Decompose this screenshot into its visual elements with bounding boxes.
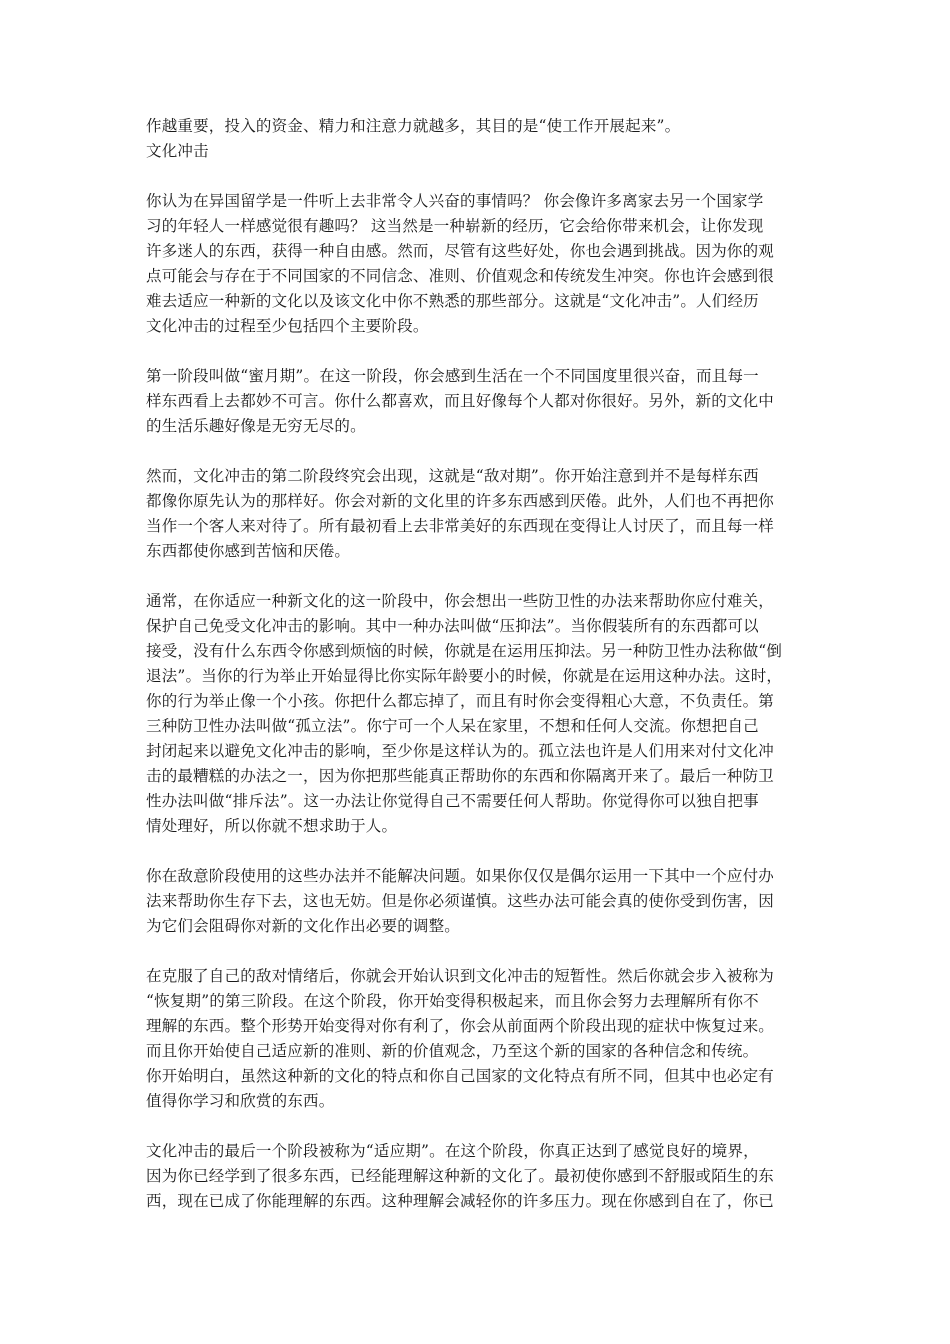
text-line: 点可能会与存在于不同国家的不同信念、准则、价值观念和传统发生冲突。你也许会感到很 — [146, 267, 775, 285]
text-line: 你的行为举止像一个小孩。你把什么都忘掉了，而且有时你会变得粗心大意，不负责任。第 — [146, 692, 775, 710]
text-line: 你在敌意阶段使用的这些办法并不能解决问题。如果你仅仅是偶尔运用一下其中一个应付办 — [146, 867, 775, 885]
paragraph — [146, 189, 810, 339]
text-line: 法来帮助你生存下去，这也无妨。但是你必须谨慎。这些办法可能会真的使你受到伤害，因 — [146, 892, 775, 910]
text-line: 而且你开始使自己适应新的准则、新的价值观念，乃至这个新的国家的各种信念和传统。 — [146, 1042, 759, 1060]
text-line: 许多迷人的东西，获得一种自由感。然而，尽管有这些好处，你也会遇到挑战。因为你的观 — [146, 242, 775, 260]
paragraph — [146, 364, 810, 439]
text-line: 习的年轻人一样感觉很有趣吗？ 这当然是一种崭新的经历，它会给你带来机会，让你发现 — [146, 217, 764, 235]
document-body — [146, 114, 810, 1239]
lead-line: 作越重要，投入的资金、精力和注意力就越多，其目的是“使工作开展起来”。 — [146, 117, 681, 135]
text-line: 在克服了自己的敌对情绪后，你就会开始认识到文化冲击的短暂性。然后你就会步入被称为 — [146, 967, 775, 985]
text-line: 退法”。当你的行为举止开始显得比你实际年龄要小的时候，你就是在运用这种办法。这时， — [146, 667, 783, 685]
text-line: 样东西看上去都妙不可言。你什么都喜欢，而且好像每个人都对你很好。另外，新的文化中 — [146, 392, 775, 410]
text-line: 为它们会阻碍你对新的文化作出必要的调整。 — [146, 917, 461, 935]
text-line: 的生活乐趣好像是无穷无尽的。 — [146, 417, 366, 435]
paragraph — [146, 1139, 810, 1214]
paragraph — [146, 589, 810, 839]
text-line: 文化冲击的最后一个阶段被称为“适应期”。在这个阶段，你真正达到了感觉良好的境界， — [146, 1142, 759, 1160]
text-line: 性办法叫做“排斥法”。这一办法让你觉得自己不需要任何人帮助。你觉得你可以独自把事 — [146, 792, 759, 810]
text-line: “恢复期”的第三阶段。在这个阶段，你开始变得积极起来，而且你会努力去理解所有你不 — [146, 992, 759, 1010]
text-line: 接受，没有什么东西令你感到烦恼的时候，你就是在运用压抑法。另一种防卫性办法称做“倒 — [146, 642, 783, 660]
text-line: 第一阶段叫做“蜜月期”。在这一阶段，你会感到生活在一个不同国度里很兴奋，而且每一 — [146, 367, 759, 385]
text-line: 击的最糟糕的办法之一，因为你把那些能真正帮助你的东西和你隔离开来了。最后一种防卫 — [146, 767, 775, 785]
text-line: 三种防卫性办法叫做“孤立法”。你宁可一个人呆在家里，不想和任何人交流。你想把自己 — [146, 717, 759, 735]
text-line: 你开始明白，虽然这种新的文化的特点和你自己国家的文化特点有所不同，但其中也必定有 — [146, 1067, 775, 1085]
text-line: 因为你已经学到了很多东西，已经能理解这种新的文化了。最初使你感到不舒服或陌生的东 — [146, 1167, 775, 1185]
text-line: 难去适应一种新的文化以及该文化中你不熟悉的那些部分。这就是“文化冲击”。人们经历 — [146, 292, 759, 310]
text-line: 文化冲击的过程至少包括四个主要阶段。 — [146, 317, 429, 335]
text-line: 理解的东西。整个形势开始变得对你有利了，你会从前面两个阶段出现的症状中恢复过来。 — [146, 1017, 775, 1035]
paragraph-list — [146, 189, 810, 1214]
text-line: 都像你原先认为的那样好。你会对新的文化里的许多东西感到厌倦。此外，人们也不再把你 — [146, 492, 775, 510]
text-line: 通常，在你适应一种新文化的这一阶段中，你会想出一些防卫性的办法来帮助你应付难关， — [146, 592, 775, 610]
text-line: 当作一个客人来对待了。所有最初看上去非常美好的东西现在变得让人讨厌了，而且每一样 — [146, 517, 775, 535]
paragraph — [146, 464, 810, 564]
text-line: 东西都使你感到苦恼和厌倦。 — [146, 542, 351, 560]
text-line: 值得你学习和欣赏的东西。 — [146, 1092, 335, 1110]
text-line: 你认为在异国留学是一件听上去非常令人兴奋的事情吗？ 你会像许多离家去另一个国家学 — [146, 192, 764, 210]
text-line: 然而，文化冲击的第二阶段终究会出现，这就是“敌对期”。你开始注意到并不是每样东西 — [146, 467, 759, 485]
text-line: 保护自己免受文化冲击的影响。其中一种办法叫做“压抑法”。当你假装所有的东西都可以 — [146, 617, 759, 635]
text-line: 封闭起来以避免文化冲击的影响，至少你是这样认为的。孤立法也许是人们用来对付文化冲 — [146, 742, 775, 760]
paragraph — [146, 964, 810, 1114]
text-line: 西，现在已成了你能理解的东西。这种理解会减轻你的许多压力。现在你感到自在了，你已 — [146, 1192, 775, 1210]
section-title: 文化冲击 — [146, 142, 209, 160]
paragraph — [146, 864, 810, 939]
text-line: 情处理好，所以你就不想求助于人。 — [146, 817, 398, 835]
